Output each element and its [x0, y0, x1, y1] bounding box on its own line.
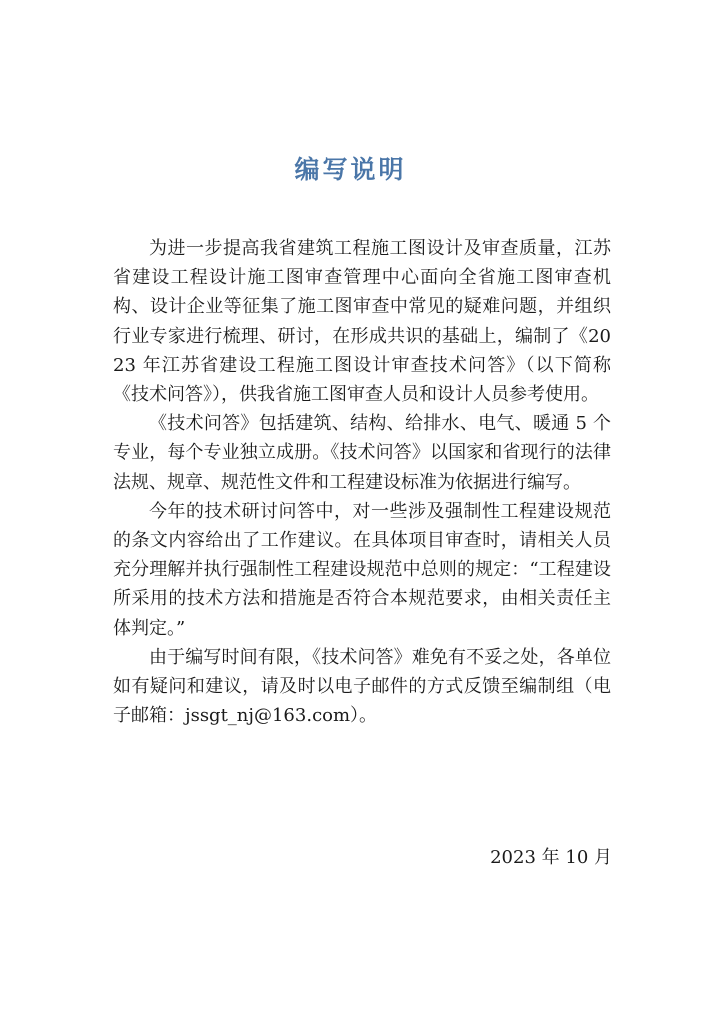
paragraph-scope: 《技术问答》包括建筑、结构、给排水、电气、暖通 5 个专业，每个专业独立成册。《技术问答》以国家和省现行的法律法规、规章、规范性文件和工程建设标准为依据进行编写。 — [113, 413, 611, 493]
document-body — [113, 234, 611, 730]
paragraph-guidance: 今年的技术研讨问答中，对一些涉及强制性工程建设规范的条文内容给出了工作建议。在具体项目审查时，请相关人员充分理解并执行强制性工程建设规范中总则的规定：“工程建设所采用的技术方法和措施是否符合本规范要求，由相关责任主体判定。” — [113, 500, 611, 639]
paragraph-feedback: 由于编写时间有限，《技术问答》难免有不妥之处，各单位如有疑问和建议，请及时以电子邮件的方式反馈至编制组（电子邮箱：jssgt_nj@163.com）。 — [113, 646, 611, 727]
document-date: 2023 年 10 月 — [490, 847, 612, 868]
page-title: 编写说明 — [294, 155, 407, 184]
paragraph-intro: 为进一步提高我省建筑工程施工图设计及审查质量，江苏省建设工程设计施工图审查管理中心面向全省施工图审查机构、设计企业等征集了施工图审查中常见的疑难问题，并组织行业专家进行梳理、研讨，在形成共识的基础上，编制了《2023 年江苏省建设工程施工图设计审查技术问答》（以下简称《技术问答》），供我省施工图审查人员和设计人员参考使用。 — [113, 238, 611, 406]
